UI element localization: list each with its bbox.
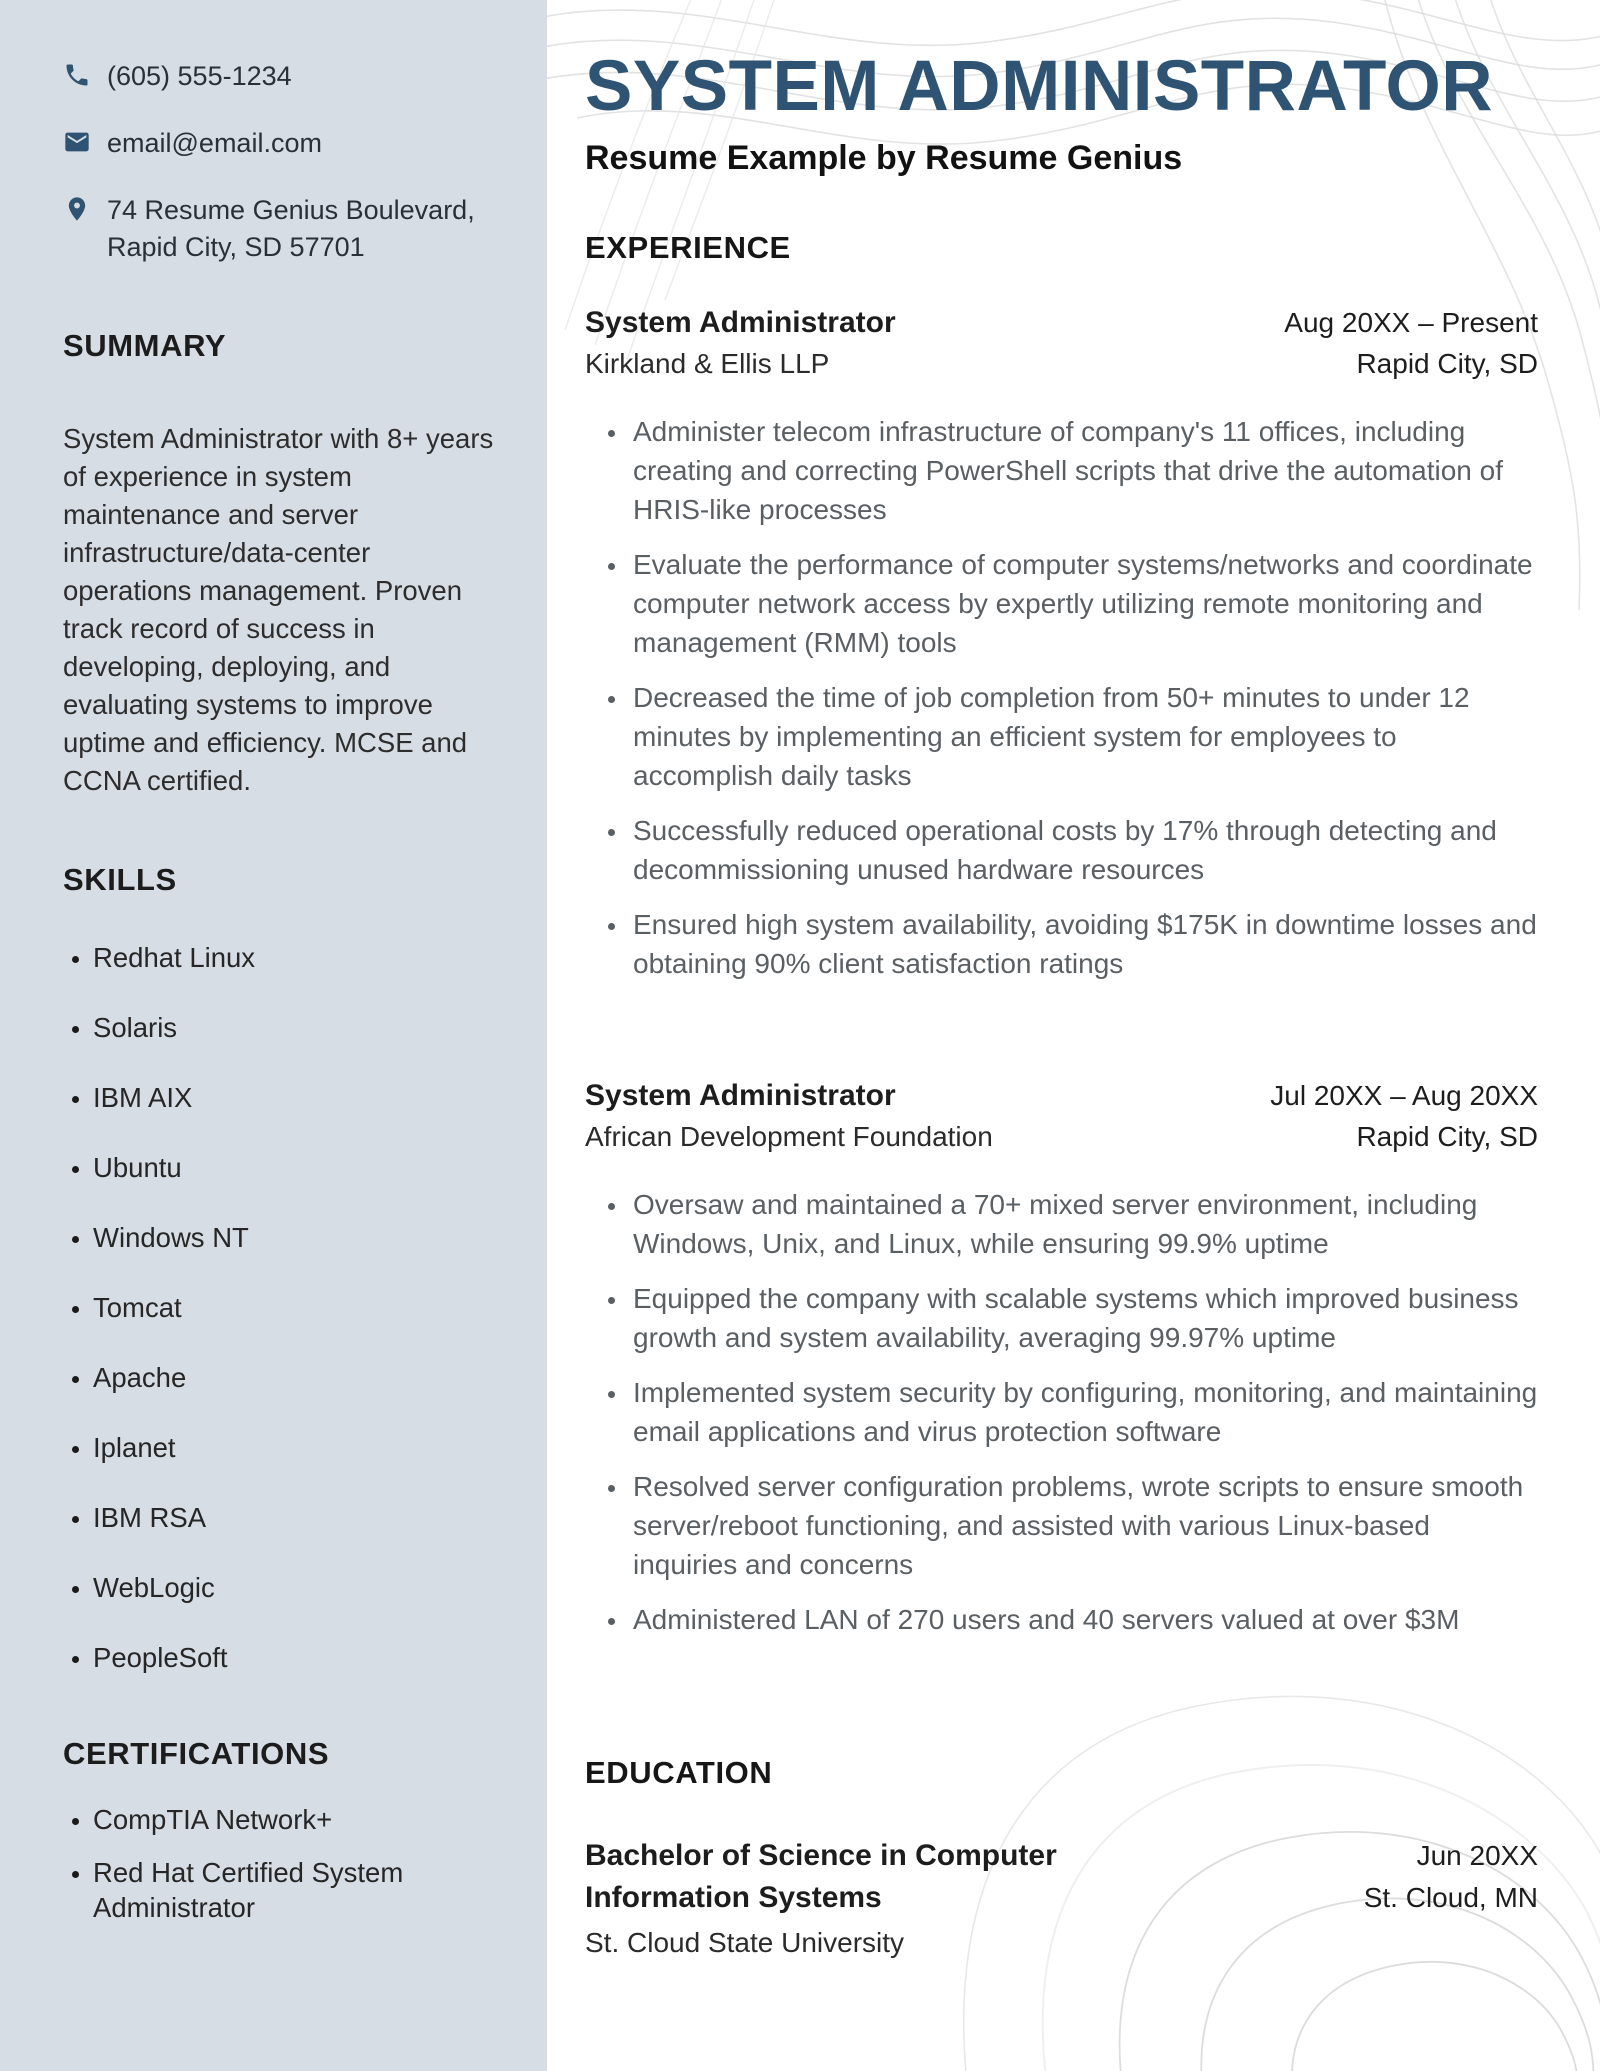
job-dates: Aug 20XX – Present (1284, 306, 1538, 338)
education-date-location (1364, 1835, 1538, 1919)
job-location: Rapid City, SD (1356, 1120, 1538, 1152)
resume-subtitle: Resume Example by Resume Genius (585, 138, 1183, 177)
phone-number: (605) 555-1234 (107, 61, 292, 91)
skill-item: • WebLogic (93, 1572, 503, 1604)
address-line-1: 74 Resume Genius Boulevard, (107, 195, 475, 225)
degree-title: Bachelor of Science in Computer Information Systems (585, 1838, 1057, 1914)
job-bullet: • Resolved server configuration problems, wrote scripts to ensure smooth server/reboot functioning, and assisted with various Linux-based inquiries and concerns (629, 1467, 1538, 1584)
certifications-list (63, 1802, 503, 1925)
contact-phone-row (63, 58, 503, 95)
certification-item: • Red Hat Certified System Administrator (93, 1855, 503, 1925)
education-location: St. Cloud, MN (1363, 1881, 1538, 1913)
address (107, 192, 475, 266)
email-icon (63, 128, 91, 156)
job-bullet: • Administer telecom infrastructure of company's 11 offices, including creating and correcting PowerShell scripts that drive the automation of HRIS-like processes (629, 412, 1538, 529)
job-bullet-list (585, 412, 1538, 983)
skill-item: • Tomcat (93, 1292, 503, 1324)
job-bullet: • Successfully reduced operational costs by 17% through detecting and decommissioning unused hardware resources (629, 811, 1538, 889)
skill-item: • Solaris (93, 1012, 503, 1044)
sidebar (0, 0, 547, 2071)
skill-item: • IBM RSA (93, 1502, 503, 1534)
job-bullet: • Implemented system security by configuring, monitoring, and maintaining email applications and virus protection software (629, 1373, 1538, 1451)
skill-item: • Apache (93, 1362, 503, 1394)
school-name: St. Cloud State University (585, 1926, 905, 1958)
main-column (547, 0, 1600, 2071)
resume-title: SYSTEM ADMINISTRATOR (585, 47, 1494, 126)
summary-heading: SUMMARY (63, 328, 227, 363)
certification-item: • CompTIA Network+ (93, 1802, 503, 1837)
skill-item: • PeopleSoft (93, 1642, 503, 1674)
job-title: System Administrator (585, 1078, 896, 1112)
job-bullet: • Equipped the company with scalable systems which improved business growth and system availability, averaging 99.97% uptime (629, 1279, 1538, 1357)
location-pin-icon (63, 195, 91, 223)
job-company: Kirkland & Ellis LLP (585, 347, 830, 379)
skills-list (63, 942, 503, 1674)
phone-icon (63, 61, 91, 89)
skill-item: • Iplanet (93, 1432, 503, 1464)
job-location: Rapid City, SD (1356, 347, 1538, 379)
summary-text: System Administrator with 8+ years of experience in system maintenance and server infrastructure/data-center operations management. Proven track record of success in developing, deploying, and evaluating systems to improve uptime and efficiency. MCSE and CCNA certified. (63, 423, 494, 796)
skills-heading: SKILLS (63, 862, 177, 897)
experience-entry (585, 306, 1538, 983)
experience-heading: EXPERIENCE (585, 229, 791, 265)
education-heading: EDUCATION (585, 1754, 773, 1790)
job-company: African Development Foundation (585, 1120, 993, 1152)
job-bullet: • Decreased the time of job completion from 50+ minutes to under 12 minutes by implementing an efficient system for employees to accomplish daily tasks (629, 678, 1538, 795)
job-dates: Jul 20XX – Aug 20XX (1270, 1079, 1538, 1111)
education-date: Jun 20XX (1416, 1839, 1538, 1871)
skill-item: • Windows NT (93, 1222, 503, 1254)
email-address: email@email.com (107, 128, 322, 158)
experience-entry (585, 1079, 1538, 1639)
contact-email-row (63, 125, 503, 162)
job-bullet: • Evaluate the performance of computer systems/networks and coordinate computer network access by expertly utilizing remote monitoring and management (RMM) tools (629, 545, 1538, 662)
skill-item: • IBM AIX (93, 1082, 503, 1114)
job-bullet-list (585, 1185, 1538, 1639)
education-entry (585, 1835, 1538, 1959)
contact-address-row (63, 192, 503, 266)
address-line-2: Rapid City, SD 57701 (107, 232, 365, 262)
certifications-heading: CERTIFICATIONS (63, 1736, 330, 1771)
skill-item: • Redhat Linux (93, 942, 503, 974)
education-section (585, 1755, 1538, 1959)
job-bullet: • Oversaw and maintained a 70+ mixed server environment, including Windows, Unix, and Linux, while ensuring 99.9% uptime (629, 1185, 1538, 1263)
job-title: System Administrator (585, 305, 896, 339)
job-bullet: • Administered LAN of 270 users and 40 servers valued at over $3M (629, 1600, 1538, 1639)
skill-item: • Ubuntu (93, 1152, 503, 1184)
job-bullet: • Ensured high system availability, avoiding $175K in downtime losses and obtaining 90% client satisfaction ratings (629, 905, 1538, 983)
